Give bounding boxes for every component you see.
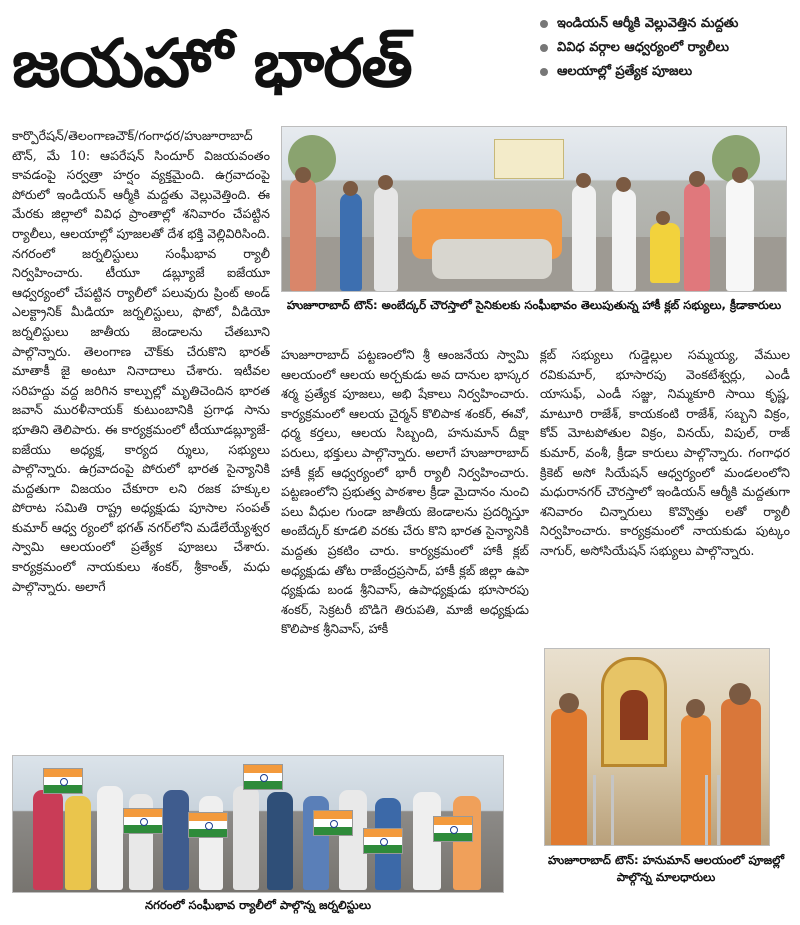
bullet-item <box>540 62 792 81</box>
person-figure <box>97 786 123 890</box>
banner-shape <box>494 139 564 179</box>
person-figure <box>163 790 189 890</box>
person-figure <box>726 179 754 291</box>
person-head <box>689 171 705 187</box>
person-figure <box>340 193 362 291</box>
person-figure <box>453 796 481 890</box>
person-figure <box>233 786 259 890</box>
national-flag-icon <box>433 816 473 842</box>
bullet-item <box>540 14 792 33</box>
person-head <box>656 211 670 225</box>
bullet-text: ఇండియన్ ఆర్మీకి వెల్లువెత్తిన మద్దతు <box>557 16 739 31</box>
national-flag-icon <box>363 828 403 854</box>
photo2-caption: నగరంలో సంఘీభావ ర్యాలీలో పాల్గొన్న జర్నలిస్టులు <box>144 898 372 912</box>
photo-hockey-club-rally <box>281 126 787 292</box>
rail-shape <box>705 775 708 845</box>
person-head <box>343 181 358 196</box>
national-flag-icon <box>188 812 228 838</box>
person-head <box>732 167 748 183</box>
shrine-shape <box>601 657 667 767</box>
rail-shape <box>593 775 596 845</box>
person-head <box>576 173 591 188</box>
national-flag-icon <box>313 810 353 836</box>
national-flag-icon <box>43 768 83 794</box>
photo-temple-devotees <box>544 648 770 846</box>
person-figure <box>65 796 91 890</box>
person-head <box>616 177 631 192</box>
person-figure <box>33 790 63 890</box>
person-figure <box>650 223 680 283</box>
person-figure <box>374 187 398 291</box>
bullet-dot-icon <box>540 20 548 28</box>
person-head <box>378 175 393 190</box>
article-column-1: కార్పొరేషన్/తెలంగాణచౌక్/గంగాధర/హుజూరాబాద్ టౌన్, మే 10: ఆపరేషన్ సిందూర్ విజయవంతం కావడంపై సర్వత్రా హర్షం వ్యక్తమైంది. ఉగ్రవాదంపై పోరులో ఇండియన్ ఆర్మీకి మద్దతు వెల్లువెత్తింది. ఈ మేరకు జిల్లాలో వివిధ ప్రాంతాల్లో శనివారం చేపట్టిన ర్యాలీలు, ఆలయాల్లో పూజలతో దేశ భక్తి వెల్లివిరిసింది. నగరంలో జర్నలిస్టులు సంఘీభావ ర్యాలీ నిర్వహించారు. టీయూ డబ్ల్యూజే ఐజేయూ ఆధ్వర్యంలో చేపట్టిన ర్యాలీలో పలువురు ప్రింట్ అండ్ ఎలక్ట్రానిక్ మీడియా జర్నలిస్టులు, ఫొటో, వీడియో జర్నలిస్టులు జాతీయ జెండాలను చేతబూని పాల్గొన్నారు. తెలంగాణ చౌక్‌కు చేరుకొని భారత్ మాతాకీ జై అంటూ నినాదాలు చేశారు. ఇటీవల సరిహద్దు వద్ద జరిగిన కాల్పుల్లో మృతిచెందిన భారత జవాన్ మురళీనాయక్ కుటుంబానికి ప్రగాఢ సాను భూతిని తెలిపారు. ఈ కార్యక్రమంలో టీయూడబ్ల్యూజే-ఐజేయు అధ్యక్ష, కార్యద ర్శులు, సభ్యులు పాల్గొన్నారు. ఉగ్రవాదంపై పోరులో భారత సైన్యానికి మద్దతుగా విజయం చేకూరా లని రజక హక్కుల పోరాట సమితి రాష్ట్ర అధ్యక్షుడు పూసాల సంపత్ కుమార్ ఆధ్వ ర్యంలో భగత్ నగర్‌లోని మడేలేయ్యేశ్వర స్వామి ఆలయంలో ప్రత్యేక పూజలు చేశారు. కార్యక్రమంలో నాయకులు శంకర్, శ్రీకాంత్, మధు పాల్గొన్నారు. అలాగే <box>12 128 270 594</box>
bullet-text: వివిధ వర్గాల ఆధ్వర్యంలో ర్యాలీలు <box>557 40 730 55</box>
person-figure <box>199 796 223 890</box>
person-figure <box>684 183 710 291</box>
bullet-dot-icon <box>540 68 548 76</box>
person-figure <box>572 185 596 291</box>
photo1-caption: హుజూరాబాద్ టౌన్: అంబేద్కర్ చౌరస్తాలో సైనికులకు సంఘీభావం తెలుపుతున్న హాకీ క్లబ్ సభ్యులు, క్రీడాకారులు <box>286 298 782 312</box>
photo-journalists-rally <box>12 755 504 893</box>
person-figure <box>267 792 293 890</box>
rail-shape <box>611 775 614 845</box>
players-group <box>432 239 552 279</box>
bullet-dot-icon <box>540 44 548 52</box>
person-head <box>686 699 705 718</box>
headline: జయహో భారత్ <box>12 25 412 102</box>
person-head <box>295 167 311 183</box>
rail-shape <box>717 775 720 845</box>
national-flag-icon <box>243 764 283 790</box>
photo3-caption: హుజూరాబాద్ టౌన్: హనుమాన్ ఆలయంలో పూజల్లో పాల్గొన్న మాలధారులు <box>547 853 785 884</box>
highlight-bullets <box>540 14 792 86</box>
person-head <box>559 693 579 713</box>
bullet-text: ఆలయాల్లో ప్రత్యేక పూజలు <box>557 64 693 79</box>
article-column-2: హుజూరాబాద్ పట్టణంలోని శ్రీ ఆంజనేయ స్వామి ఆలయంలో ఆలయ అర్చకుడు అవ దానుల భాస్కర శర్మ ప్రత్యేక పూజలు, అభి షేకాలు నిర్వహించారు. కార్యక్రమంలో ఆలయ చైర్మన్ కొలిపాక శంకర్, ఈవో, ధర్మ కర్తలు, ఆలయ సిబ్బంది, హనుమాన్ దీక్షా పరులు, భక్తులు పాల్గొన్నారు. అలాగే హుజూరాబాద్ హాకీ క్లబ్ ఆధ్వర్యంలో భారీ ర్యాలీ నిర్వహించారు. పట్టణంలోని ప్రభుత్వ పాఠశాల క్రీడా మైదానం నుంచి పలు వీధుల గుండా జాతీయ జెండాలను ప్రదర్శిస్తూ అంబేద్కర్ కూడలి వరకు చేరు కొని భారత సైన్యానికి మద్దతు ప్రకటిం చారు. కార్యక్రమంలో హాకీ క్లబ్ అధ్యక్షుడు తోట రాజేంద్రప్రసాద్, హాకీ క్లబ్ జిల్లా ఉపా ధ్యక్షుడు బండ శ్రీనివాస్, ఉపాధ్యక్షుడు భూసారపు శంకర్, సెక్రటరీ బొడిగె తిరుపతి, మాజీ అధ్యక్షుడు కొలిపాక శ్రీనివాస్, హాకీ <box>281 347 529 637</box>
article-column-3: క్లబ్ సభ్యులు గుడ్డెల్లుల సమ్మయ్య, వేముల రవికుమార్, భూసారపు వెంకటేశ్వర్లు, ఎండీ యాసుఫ్, ఎండీ సజ్జు, నిమ్మకూరి సాయి కృష్ణ, మాటూరి రాజేశ్, కాయకంటి రాజేశ్, సబ్బని విక్రం, కోవ్ మోటపోతుల విక్రం, వినయ్, విపుల్, రాజ్ కుమార్, వంశీ, క్రీడా కారులు పాల్గొన్నారు. గంగాధర క్రికెట్ అసో సియేషన్ ఆధ్వర్యంలో మండలంలోని మధురానగర్ చౌరస్తాలో ఇండియన్ ఆర్మీకి మద్దతుగా శనివారం చిన్నారులు కొవ్వొత్తు లతో ర్యాలీ నిర్వహించారు. కార్యక్రమంలో నాయకుడు పుట్కం నాగుర్, అసోసియేషన్ సభ్యులు పాల్గొన్నారు. <box>540 347 790 558</box>
devotee-figure <box>551 709 587 846</box>
person-figure <box>612 189 636 291</box>
devotee-figure <box>721 699 761 846</box>
person-head <box>729 683 751 705</box>
bullet-item <box>540 38 792 57</box>
person-figure <box>290 179 316 291</box>
national-flag-icon <box>123 808 163 834</box>
